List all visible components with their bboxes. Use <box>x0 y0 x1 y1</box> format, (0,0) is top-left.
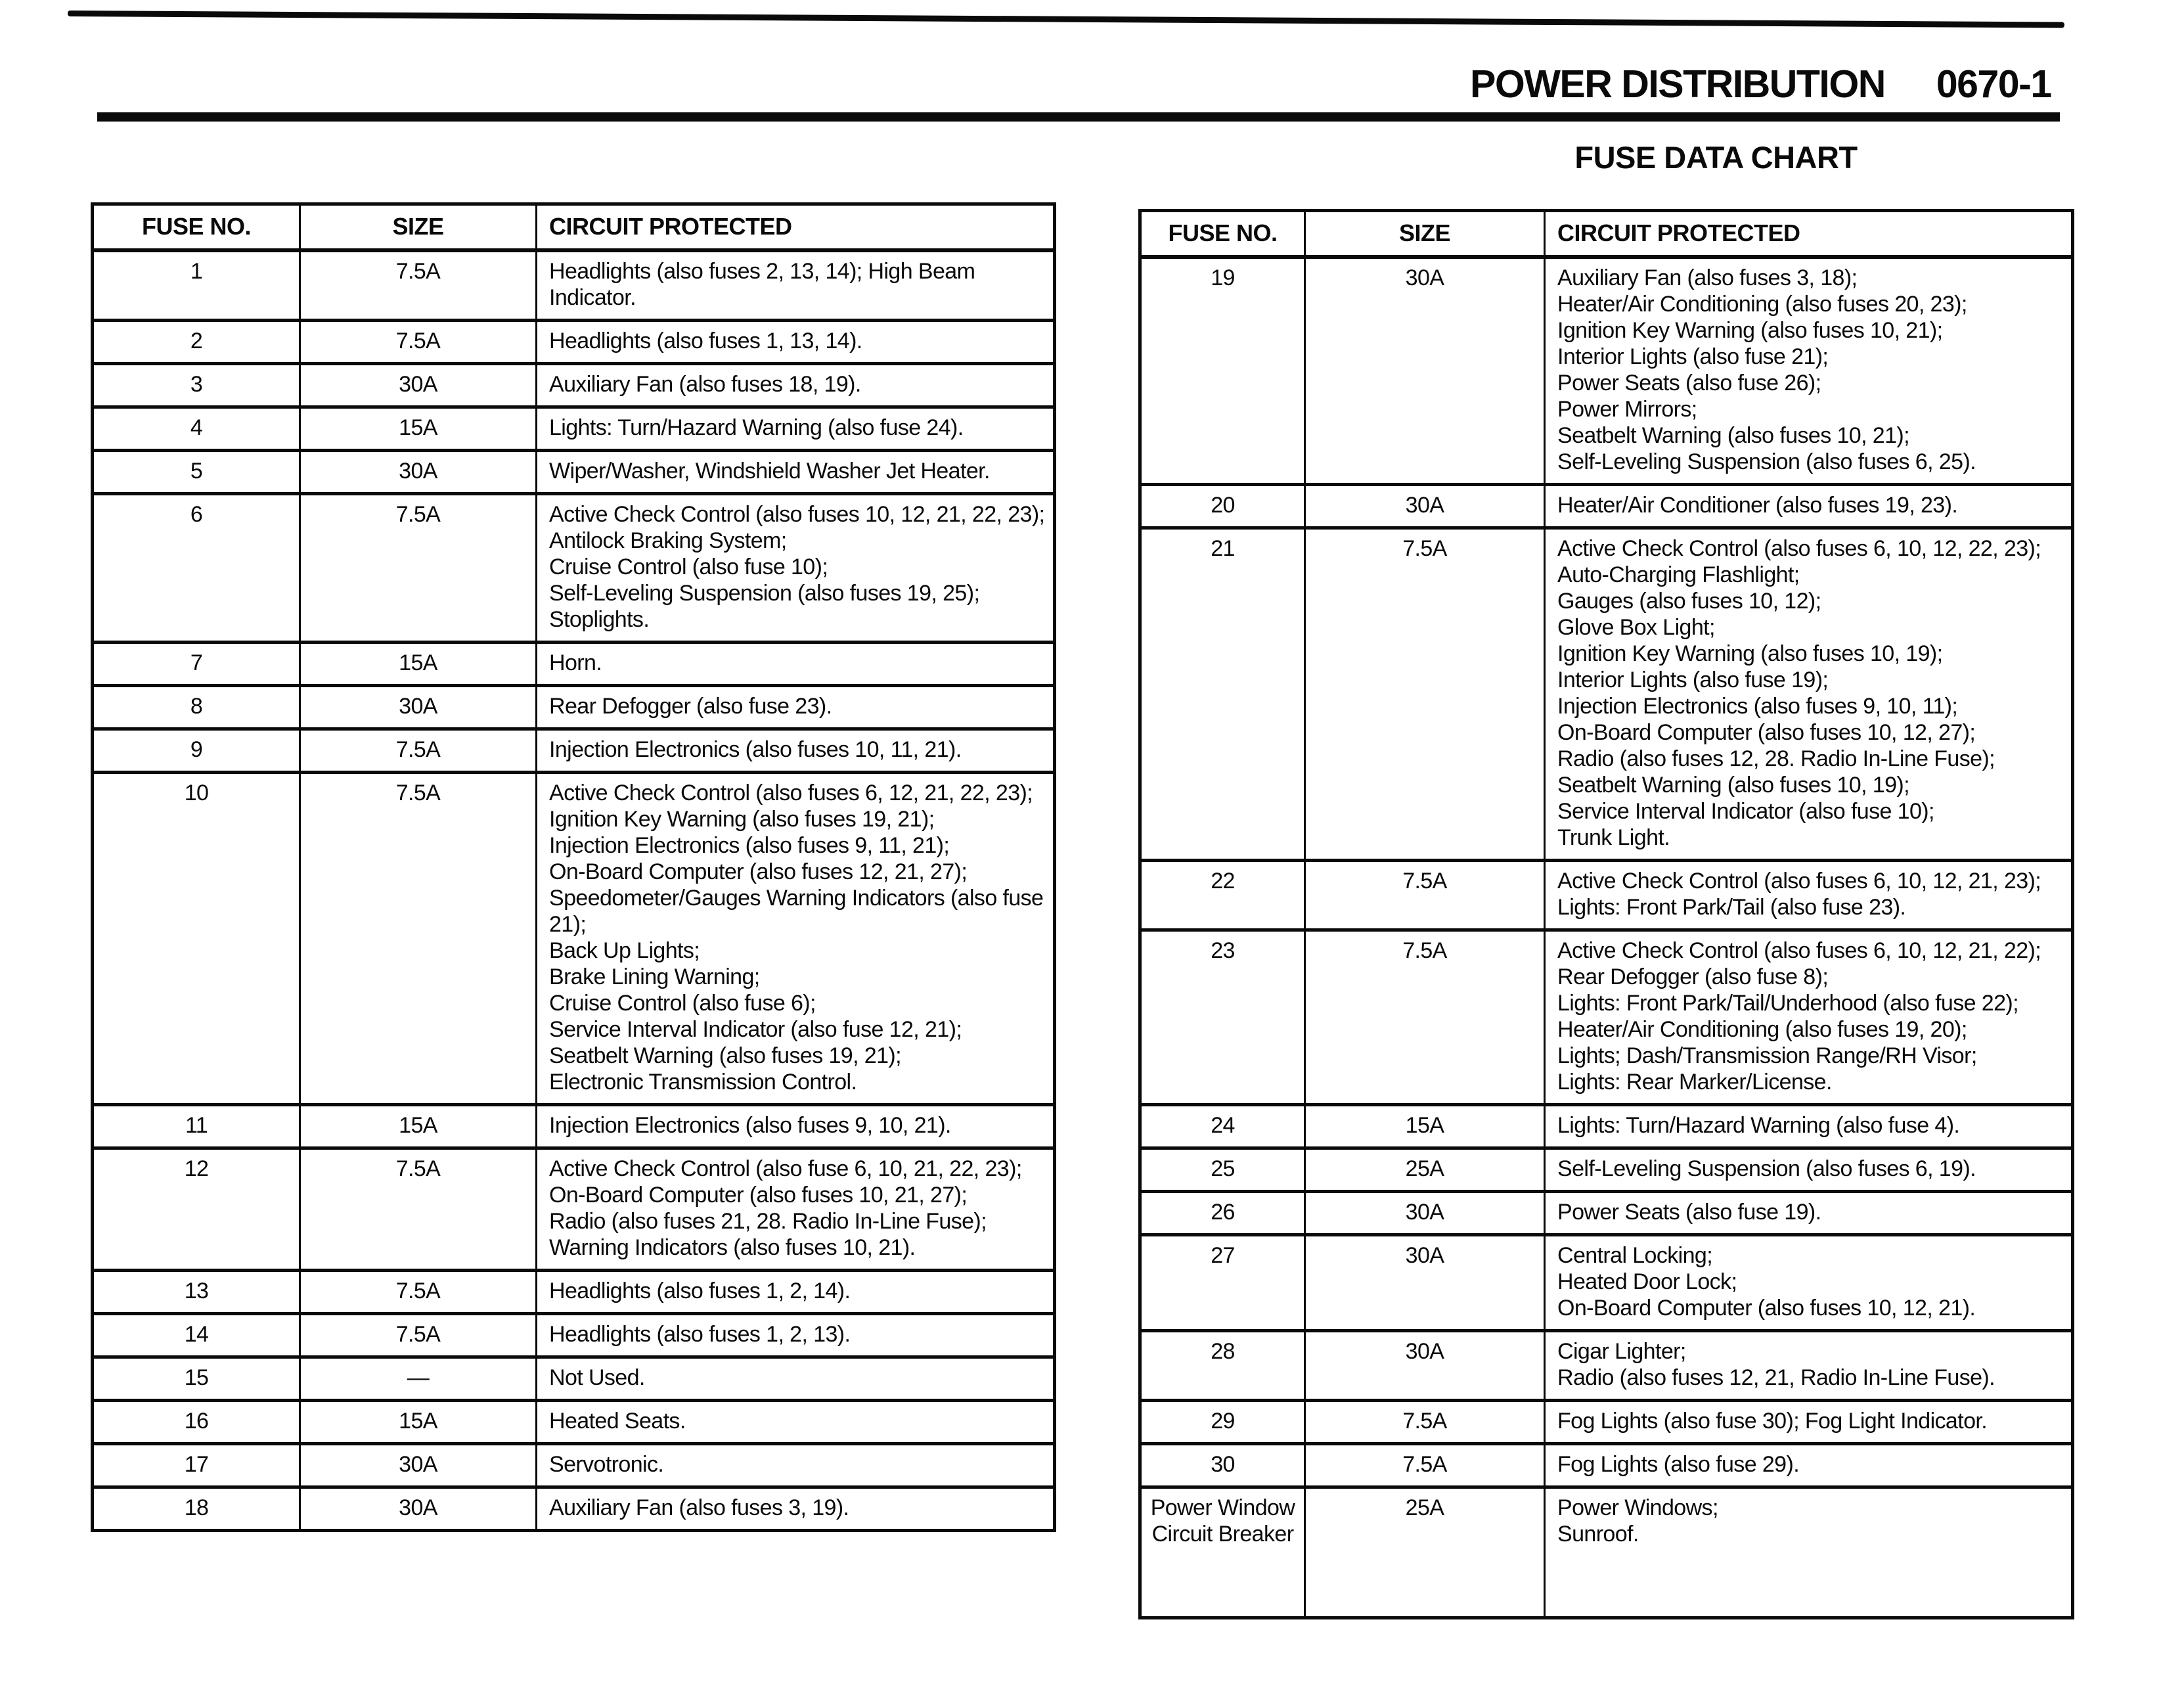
fuse-number-cell: 23 <box>1140 930 1305 1105</box>
fuse-row <box>93 407 1055 451</box>
circuit-line: Auxiliary Fan (also fuses 18, 19). <box>549 372 861 397</box>
fuse-row <box>1140 1148 2073 1192</box>
circuit-protected-cell <box>537 1357 1055 1401</box>
circuit-line: Lights: Turn/Hazard Warning (also fuse 24). <box>549 415 964 440</box>
fuse-size-cell: 30A <box>1305 1331 1545 1401</box>
circuit-line: Ignition Key Warning (also fuses 10, 19); <box>1557 641 1943 666</box>
fuse-row <box>1140 861 2073 930</box>
circuit-line: Active Check Control (also fuses 6, 10, 12, 21, 23); <box>1557 869 2041 894</box>
fuse-size-cell: 7.5A <box>1305 528 1545 861</box>
fuse-table-right <box>1138 209 2074 1619</box>
circuit-line: Cigar Lighter; <box>1557 1339 1686 1364</box>
circuit-line: Lights: Front Park/Tail (also fuse 23). <box>1557 895 1906 920</box>
circuit-line: Service Interval Indicator (also fuse 10); <box>1557 799 1934 824</box>
fuse-size-cell: 7.5A <box>300 1314 537 1357</box>
fuse-row <box>1140 528 2073 861</box>
fuse-row <box>93 364 1055 407</box>
circuit-line: On-Board Computer (also fuses 10, 12, 27); <box>1557 720 1976 745</box>
circuit-line: Power Windows; <box>1557 1495 1718 1520</box>
fuse-size-cell: 15A <box>1305 1105 1545 1148</box>
fuse-row <box>93 1314 1055 1357</box>
fuse-row <box>93 1357 1055 1401</box>
circuit-line: Self-Leveling Suspension (also fuses 6, 25). <box>1557 449 1976 474</box>
circuit-line: Interior Lights (also fuse 19); <box>1557 667 1829 692</box>
chart-title: FUSE DATA CHART <box>1574 140 1858 175</box>
fuse-size-cell: 7.5A <box>300 729 537 773</box>
fuse-number-cell: 9 <box>93 729 300 773</box>
circuit-line: Rear Defogger (also fuse 8); <box>1557 964 1829 989</box>
fuse-number-cell: 24 <box>1140 1105 1305 1148</box>
fuse-row <box>93 686 1055 729</box>
fuse-number-cell: 5 <box>93 451 300 494</box>
circuit-line: Ignition Key Warning (also fuses 10, 21); <box>1557 318 1943 343</box>
fuse-row <box>93 494 1055 643</box>
column-header-fuse-no: FUSE NO. <box>93 204 300 251</box>
column-header-size: SIZE <box>300 204 537 251</box>
fuse-number-cell: 1 <box>93 250 300 321</box>
column-header-size: SIZE <box>1305 211 1545 258</box>
fuse-number-cell: 28 <box>1140 1331 1305 1401</box>
fuse-row <box>93 1148 1055 1271</box>
fuse-row <box>1140 1235 2073 1331</box>
circuit-line: Service Interval Indicator (also fuse 12, 21); <box>549 1017 962 1042</box>
fuse-row <box>1140 257 2073 485</box>
circuit-protected-cell <box>1545 528 2073 861</box>
fuse-row <box>93 773 1055 1105</box>
circuit-line: Power Seats (also fuse 26); <box>1557 371 1821 396</box>
circuit-protected-cell <box>537 250 1055 321</box>
circuit-protected-cell <box>1545 1487 2073 1618</box>
circuit-protected-cell <box>1545 1148 2073 1192</box>
fuse-number-cell: 30 <box>1140 1444 1305 1487</box>
fuse-row <box>1140 930 2073 1105</box>
circuit-line: Cruise Control (also fuse 10); <box>549 554 828 579</box>
circuit-protected-cell <box>1545 930 2073 1105</box>
fuse-row <box>93 1401 1055 1444</box>
circuit-line: Heater/Air Conditioning (also fuses 20, 23); <box>1557 292 1967 317</box>
column-header-circuit: CIRCUIT PROTECTED <box>1545 211 2073 258</box>
fuse-number-cell: 18 <box>93 1487 300 1531</box>
circuit-line: On-Board Computer (also fuses 10, 21, 27); <box>549 1183 968 1208</box>
circuit-line: Gauges (also fuses 10, 12); <box>1557 589 1821 614</box>
fuse-row <box>1140 1331 2073 1401</box>
circuit-line: Not Used. <box>549 1365 645 1390</box>
fuse-size-cell: 30A <box>300 1487 537 1531</box>
circuit-line: Cruise Control (also fuse 6); <box>549 991 816 1016</box>
fuse-number-cell: 25 <box>1140 1148 1305 1192</box>
circuit-line: Heater/Air Conditioner (also fuses 19, 23). <box>1557 493 1958 518</box>
fuse-number-cell: 29 <box>1140 1401 1305 1444</box>
fuse-row <box>93 1487 1055 1531</box>
circuit-line: Heater/Air Conditioning (also fuses 19, 20); <box>1557 1017 1967 1042</box>
fuse-row <box>1140 1105 2073 1148</box>
circuit-line: Seatbelt Warning (also fuses 10, 19); <box>1557 773 1909 798</box>
circuit-protected-cell <box>537 451 1055 494</box>
fuse-row <box>93 1444 1055 1487</box>
fuse-number-cell: 6 <box>93 494 300 643</box>
circuit-protected-cell <box>1545 1105 2073 1148</box>
fuse-size-cell: 15A <box>300 407 537 451</box>
circuit-line: Ignition Key Warning (also fuses 19, 21); <box>549 807 935 832</box>
circuit-line: Injection Electronics (also fuses 9, 10, 21). <box>549 1113 951 1138</box>
circuit-protected-cell <box>537 1271 1055 1314</box>
circuit-line: Wiper/Washer, Windshield Washer Jet Heater. <box>549 459 990 484</box>
fuse-number-cell: 7 <box>93 643 300 686</box>
circuit-protected-cell <box>1545 1331 2073 1401</box>
fuse-row <box>93 451 1055 494</box>
circuit-line: Heated Door Lock; <box>1557 1269 1737 1294</box>
circuit-line: Active Check Control (also fuses 10, 12, 21, 22, 23); <box>549 502 1045 527</box>
fuse-size-cell: 30A <box>300 364 537 407</box>
fuse-number-cell: 8 <box>93 686 300 729</box>
fuse-row <box>1140 485 2073 528</box>
fuse-size-cell: 30A <box>300 1444 537 1487</box>
fuse-number-cell: 3 <box>93 364 300 407</box>
circuit-protected-cell <box>537 407 1055 451</box>
circuit-line: Injection Electronics (also fuses 10, 11, 21). <box>549 737 962 762</box>
fuse-number-cell: 2 <box>93 321 300 364</box>
circuit-protected-cell <box>1545 1192 2073 1235</box>
circuit-line: Electronic Transmission Control. <box>549 1070 857 1095</box>
circuit-protected-cell <box>1545 1401 2073 1444</box>
fuse-row <box>93 1271 1055 1314</box>
column-header-circuit: CIRCUIT PROTECTED <box>537 204 1055 251</box>
fuse-row <box>93 321 1055 364</box>
circuit-line: On-Board Computer (also fuses 10, 12, 21). <box>1557 1296 1976 1321</box>
circuit-line: Self-Leveling Suspension (also fuses 19, 25); <box>549 581 980 606</box>
circuit-line: Brake Lining Warning; <box>549 964 760 989</box>
circuit-line: Headlights (also fuses 1, 2, 13). <box>549 1322 851 1347</box>
circuit-line: Headlights (also fuses 2, 13, 14); High Beam Indicator. <box>549 259 975 310</box>
circuit-line: Seatbelt Warning (also fuses 19, 21); <box>549 1043 901 1068</box>
fuse-size-cell: 30A <box>1305 257 1545 485</box>
circuit-line: Servotronic. <box>549 1452 664 1477</box>
circuit-line: Fog Lights (also fuse 30); Fog Light Indicator. <box>1557 1409 1988 1434</box>
fuse-table-left <box>91 202 1056 1532</box>
circuit-protected-cell <box>537 321 1055 364</box>
column-header-fuse-no: FUSE NO. <box>1140 211 1305 258</box>
circuit-line: Speedometer/Gauges Warning Indicators (also fuse 21); <box>549 886 1044 937</box>
fuse-size-cell: 30A <box>1305 485 1545 528</box>
circuit-protected-cell <box>537 686 1055 729</box>
circuit-line: On-Board Computer (also fuses 12, 21, 27); <box>549 859 968 884</box>
fuse-size-cell: 7.5A <box>1305 1401 1545 1444</box>
fuse-number-cell: 26 <box>1140 1192 1305 1235</box>
circuit-protected-cell <box>537 1444 1055 1487</box>
fuse-row <box>1140 1487 2073 1618</box>
circuit-line: Horn. <box>549 650 602 675</box>
fuse-number-cell: 17 <box>93 1444 300 1487</box>
circuit-line: Lights: Front Park/Tail/Underhood (also fuse 22); <box>1557 991 2018 1016</box>
fuse-size-cell: 30A <box>300 451 537 494</box>
circuit-protected-cell <box>1545 861 2073 930</box>
fuse-number-cell: 20 <box>1140 485 1305 528</box>
fuse-row <box>93 729 1055 773</box>
fuse-number-cell: 19 <box>1140 257 1305 485</box>
fuse-number-cell: 27 <box>1140 1235 1305 1331</box>
circuit-protected-cell <box>537 1148 1055 1271</box>
page-header <box>1470 62 2051 106</box>
fuse-number-cell: 12 <box>93 1148 300 1271</box>
circuit-line: Central Locking; <box>1557 1243 1713 1268</box>
circuit-line: Trunk Light. <box>1557 825 1670 850</box>
fuse-row <box>93 250 1055 321</box>
page-top-rule <box>68 11 2064 28</box>
circuit-line: Auxiliary Fan (also fuses 3, 19). <box>549 1495 849 1520</box>
fuse-size-cell: 30A <box>1305 1192 1545 1235</box>
fuse-number-cell: 21 <box>1140 528 1305 861</box>
fuse-size-cell: — <box>300 1357 537 1401</box>
circuit-line: Rear Defogger (also fuse 23). <box>549 694 832 719</box>
circuit-line: Radio (also fuses 12, 28. Radio In-Line Fuse); <box>1557 746 1995 771</box>
fuse-number-cell: 10 <box>93 773 300 1105</box>
circuit-protected-cell <box>537 1314 1055 1357</box>
fuse-number-cell: 22 <box>1140 861 1305 930</box>
header-row <box>1140 211 2073 258</box>
fuse-row <box>1140 1192 2073 1235</box>
circuit-protected-cell <box>537 494 1055 643</box>
fuse-size-cell: 25A <box>1305 1148 1545 1192</box>
circuit-line: Power Mirrors; <box>1557 397 1697 422</box>
fuse-row <box>1140 1401 2073 1444</box>
circuit-line: Glove Box Light; <box>1557 615 1715 640</box>
fuse-size-cell: 30A <box>300 686 537 729</box>
fuse-number-cell: 11 <box>93 1105 300 1148</box>
fuse-number-cell: 13 <box>93 1271 300 1314</box>
circuit-line: Active Check Control (also fuses 6, 12, 21, 22, 23); <box>549 781 1033 805</box>
circuit-protected-cell <box>537 1487 1055 1531</box>
circuit-line: Sunroof. <box>1557 1522 1639 1547</box>
circuit-line: Back Up Lights; <box>549 938 700 963</box>
circuit-line: Stoplights. <box>549 607 650 632</box>
circuit-line: Warning Indicators (also fuses 10, 21). <box>549 1235 916 1260</box>
circuit-protected-cell <box>1545 1444 2073 1487</box>
circuit-line: Antilock Braking System; <box>549 528 787 553</box>
circuit-protected-cell <box>537 773 1055 1105</box>
fuse-number-cell: Power Window Circuit Breaker <box>1140 1487 1305 1618</box>
circuit-line: Auto-Charging Flashlight; <box>1557 562 1800 587</box>
fuse-size-cell: 7.5A <box>1305 1444 1545 1487</box>
fuse-size-cell: 15A <box>300 1401 537 1444</box>
circuit-protected-cell <box>1545 485 2073 528</box>
fuse-size-cell: 15A <box>300 1105 537 1148</box>
fuse-size-cell: 7.5A <box>300 773 537 1105</box>
fuse-row <box>93 1105 1055 1148</box>
fuse-number-cell: 4 <box>93 407 300 451</box>
circuit-line: Headlights (also fuses 1, 2, 14). <box>549 1278 851 1303</box>
fuse-size-cell: 15A <box>300 643 537 686</box>
circuit-protected-cell <box>537 729 1055 773</box>
circuit-line: Heated Seats. <box>549 1409 686 1434</box>
circuit-line: Active Check Control (also fuses 6, 10, 12, 21, 22); <box>1557 938 2041 963</box>
circuit-line: Active Check Control (also fuses 6, 10, 12, 22, 23); <box>1557 536 2041 561</box>
circuit-protected-cell <box>537 643 1055 686</box>
fuse-size-cell: 7.5A <box>300 250 537 321</box>
fuse-size-cell: 7.5A <box>1305 930 1545 1105</box>
circuit-line: Lights; Dash/Transmission Range/RH Visor; <box>1557 1043 1977 1068</box>
fuse-size-cell: 7.5A <box>300 1148 537 1271</box>
fuse-row <box>93 643 1055 686</box>
page-title: POWER DISTRIBUTION <box>1470 62 1885 106</box>
fuse-number-cell: 16 <box>93 1401 300 1444</box>
page-code: 0670-1 <box>1936 62 2051 106</box>
fuse-size-cell: 30A <box>1305 1235 1545 1331</box>
circuit-protected-cell <box>1545 1235 2073 1331</box>
circuit-protected-cell <box>537 1105 1055 1148</box>
circuit-line: Injection Electronics (also fuses 9, 10, 11); <box>1557 694 1958 719</box>
fuse-size-cell: 7.5A <box>1305 861 1545 930</box>
circuit-line: Auxiliary Fan (also fuses 3, 18); <box>1557 265 1858 290</box>
fuse-number-cell: 15 <box>93 1357 300 1401</box>
fuse-size-cell: 7.5A <box>300 321 537 364</box>
circuit-line: Radio (also fuses 12, 21, Radio In-Line Fuse). <box>1557 1365 1995 1390</box>
circuit-line: Seatbelt Warning (also fuses 10, 21); <box>1557 423 1909 448</box>
fuse-row <box>1140 1444 2073 1487</box>
title-rule <box>97 112 2060 122</box>
circuit-line: Injection Electronics (also fuses 9, 11, 21); <box>549 833 950 858</box>
circuit-line: Lights: Turn/Hazard Warning (also fuse 4). <box>1557 1113 1960 1138</box>
circuit-protected-cell <box>537 1401 1055 1444</box>
circuit-line: Headlights (also fuses 1, 13, 14). <box>549 328 862 353</box>
circuit-line: Fog Lights (also fuse 29). <box>1557 1452 1800 1477</box>
fuse-size-cell: 7.5A <box>300 494 537 643</box>
header-row <box>93 204 1055 251</box>
fuse-size-cell: 25A <box>1305 1487 1545 1618</box>
circuit-protected-cell <box>1545 257 2073 485</box>
circuit-line: Radio (also fuses 21, 28. Radio In-Line Fuse); <box>549 1209 987 1234</box>
circuit-protected-cell <box>537 364 1055 407</box>
circuit-line: Interior Lights (also fuse 21); <box>1557 344 1829 369</box>
circuit-line: Self-Leveling Suspension (also fuses 6, 19). <box>1557 1156 1976 1181</box>
circuit-line: Active Check Control (also fuse 6, 10, 21, 22, 23); <box>549 1156 1022 1181</box>
fuse-size-cell: 7.5A <box>300 1271 537 1314</box>
circuit-line: Power Seats (also fuse 19). <box>1557 1200 1821 1225</box>
circuit-line: Lights: Rear Marker/License. <box>1557 1070 1832 1095</box>
fuse-number-cell: 14 <box>93 1314 300 1357</box>
